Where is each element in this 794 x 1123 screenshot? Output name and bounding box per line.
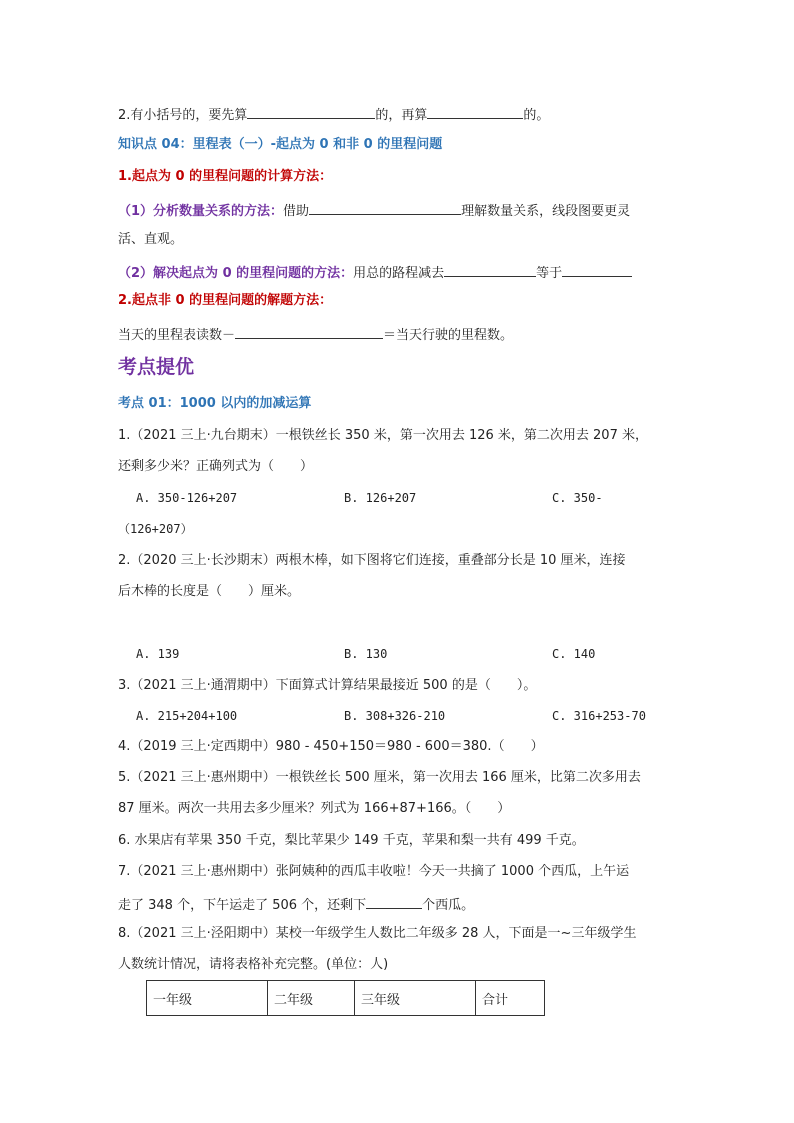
q8-line2: 人数统计情况，请将表格补充完整。(单位：人) [118,957,389,972]
q2-line2: 后木棒的长度是（ ）厘米。 [118,584,301,599]
q3-option-b[interactable]: B. 308+326-210 [344,709,446,723]
table-header-cell: 二年级 [268,981,355,1016]
q2-option-c[interactable]: C. 140 [552,647,596,661]
q5-line2: 87 厘米。两次一共用去多少厘米？列式为 166+87+166。（ ） [118,801,511,816]
table-row [147,981,545,1016]
q6-line: 6. 水果店有苹果 350 千克，梨比苹果少 149 千克，苹果和梨一共有 499 千克。 [118,833,585,848]
text: 2.有小括号的，要先算 [118,108,248,123]
q1-option-c[interactable]: C. 350- [552,491,603,505]
section-1-title: 1.起点为 0 的里程问题的计算方法： [118,169,333,184]
section-heading: 考点提优 [118,356,195,378]
text: 借助 [283,204,310,219]
text: 个西瓜。 [422,898,475,913]
knowledge-point-04-title: 知识点 04：里程表（一）-起点为 0 和非 0 的里程问题 [118,137,443,152]
q1-line2: 还剩多少米？正确列式为（ ） [118,459,314,474]
answer-blank[interactable] [562,262,632,277]
q1-option-c-cont: （126+207） [118,522,193,536]
text: 当天的里程表读数－ [118,328,236,343]
text: 的。 [523,108,550,123]
method-1-line-cont: 活、直观。 [118,232,184,247]
q7-line2 [118,894,474,915]
table-header-cell: 一年级 [147,981,268,1016]
q2-option-a[interactable]: A. 139 [136,647,180,661]
q1-option-a[interactable]: A. 350-126+207 [136,491,238,505]
q2-option-b[interactable]: B. 130 [344,647,388,661]
section-2-title: 2.起点非 0 的里程问题的解题方法： [118,293,333,308]
q2-line1: 2.（2020 三上·长沙期末）两根木棒，如下图将它们连接，重叠部分长是 10 厘米，连接 [118,553,626,568]
q4-line: 4.（2019 三上·定西期中）980 - 450+150＝980 - 600＝380.（ ） [118,739,544,754]
q1-line1: 1.（2021 三上·九台期末）一根铁丝长 350 米，第一次用去 126 米，第二次用去 207 米， [118,428,648,443]
rule-line-2 [118,104,549,125]
q3-option-c[interactable]: C. 316+253-70 [552,709,646,723]
text: 等于 [536,266,563,281]
section-2-line [118,324,513,345]
q1-option-b[interactable]: B. 126+207 [344,491,417,505]
text: ＝当天行驶的里程数。 [383,328,514,343]
q8-line1: 8.（2021 三上·泾阳期中）某校一年级学生人数比二年级多 28 人，下面是一~三年级学生 [118,926,637,941]
answer-blank[interactable] [427,104,523,119]
method-2-line [118,262,632,283]
answer-blank[interactable] [247,104,375,119]
text: 用总的路程减去 [353,266,445,281]
student-count-table [146,980,545,1016]
exam-point-01-title: 考点 01：1000 以内的加减运算 [118,396,312,411]
q7-line1: 7.（2021 三上·惠州期中）张阿姨种的西瓜丰收啦！今天一共摘了 1000 个西瓜，上午运 [118,864,630,879]
text: 的，再算 [375,108,428,123]
table-header-cell: 三年级 [355,981,476,1016]
method-label: （2）解决起点为 0 的里程问题的方法： [118,266,354,281]
q3-line1: 3.（2021 三上·通渭期中）下面算式计算结果最接近 500 的是（ ）。 [118,678,537,693]
text: 理解数量关系，线段图要更灵 [461,204,631,219]
answer-blank[interactable] [309,200,461,215]
answer-blank[interactable] [366,894,422,909]
table-header-cell: 合计 [476,981,545,1016]
q3-option-a[interactable]: A. 215+204+100 [136,709,238,723]
method-1-line [118,200,630,221]
method-label: （1）分析数量关系的方法： [118,204,284,219]
q5-line1: 5.（2021 三上·惠州期中）一根铁丝长 500 厘米，第一次用去 166 厘米，比第二次多用去 [118,770,641,785]
answer-blank[interactable] [444,262,536,277]
answer-blank[interactable] [235,324,383,339]
text: 走了 348 个，下午运走了 506 个，还剩下 [118,898,367,913]
